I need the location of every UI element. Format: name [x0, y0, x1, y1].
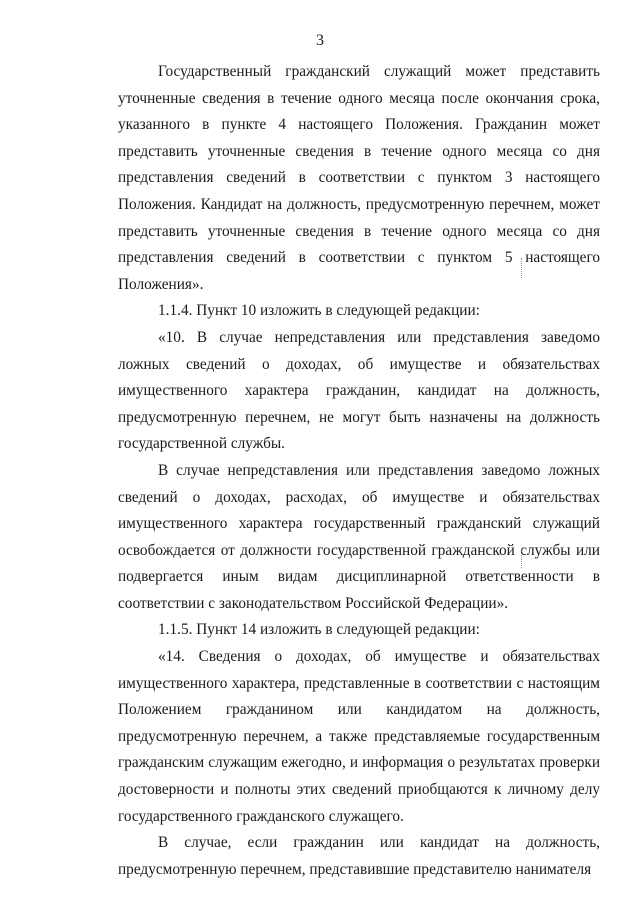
paragraph-point-14: «14. Сведения о доходах, об имуществе и обязательствах имущественного характера, представленные в соответствии с настоящим Положением гражданином или кандидатом на должность, предусмотренную перечнем, а также представляемые государственным гражданским служащим ежегодно, и информация о результатах проверки достоверности и полноты этих сведений приобщаются к личному делу государственного гражданского служащего. — [118, 648, 600, 825]
paragraph-point-14-continued: В случае, если гражданин или кандидат на должность, предусмотренную перечнем, представившие представителю нанимателя — [118, 834, 600, 878]
paragraph-clarified-info: Государственный гражданский служащий может представить уточненные сведения в течение одного месяца после окончания срока, указанного в пункте 4 настоящего Положения. Гражданин может представить уточненные сведения в течение одного месяца со дня представления сведений в соответствии с пунктом 3 настоящего Положения. Кандидат на должность, предусмотренную перечнем, может представить уточненные сведения в течение одного месяца со дня представления сведений в соответствии с пунктом 5 настоящего Положения». — [118, 63, 600, 293]
paragraph-item-1-1-4: 1.1.4. Пункт 10 изложить в следующей редакции: — [158, 302, 480, 320]
scan-mark-line — [521, 258, 523, 278]
page-number: 3 — [316, 32, 324, 49]
paragraph-point-10-continued: В случае непредставления или представления заведомо ложных сведений о доходах, расходах, об имуществе и обязательствах имущественного характера государственный гражданский служащий освобождается от должности государственной гражданской службы или подвергается иным видам дисциплинарной ответственности в соответствии с законодательством Российской Федерации». — [118, 461, 600, 612]
paragraph-point-10: «10. В случае непредставления или представления заведомо ложных сведений о доходах, об имуществе и обязательствах имущественного характера гражданин, кандидат на должность, предусмотренную перечнем, не могут быть назначены на должность государственной службы. — [118, 328, 600, 453]
document-body — [118, 59, 600, 883]
scan-mark-line — [521, 548, 523, 568]
paragraph-item-1-1-5: 1.1.5. Пункт 14 изложить в следующей редакции: — [158, 621, 480, 639]
